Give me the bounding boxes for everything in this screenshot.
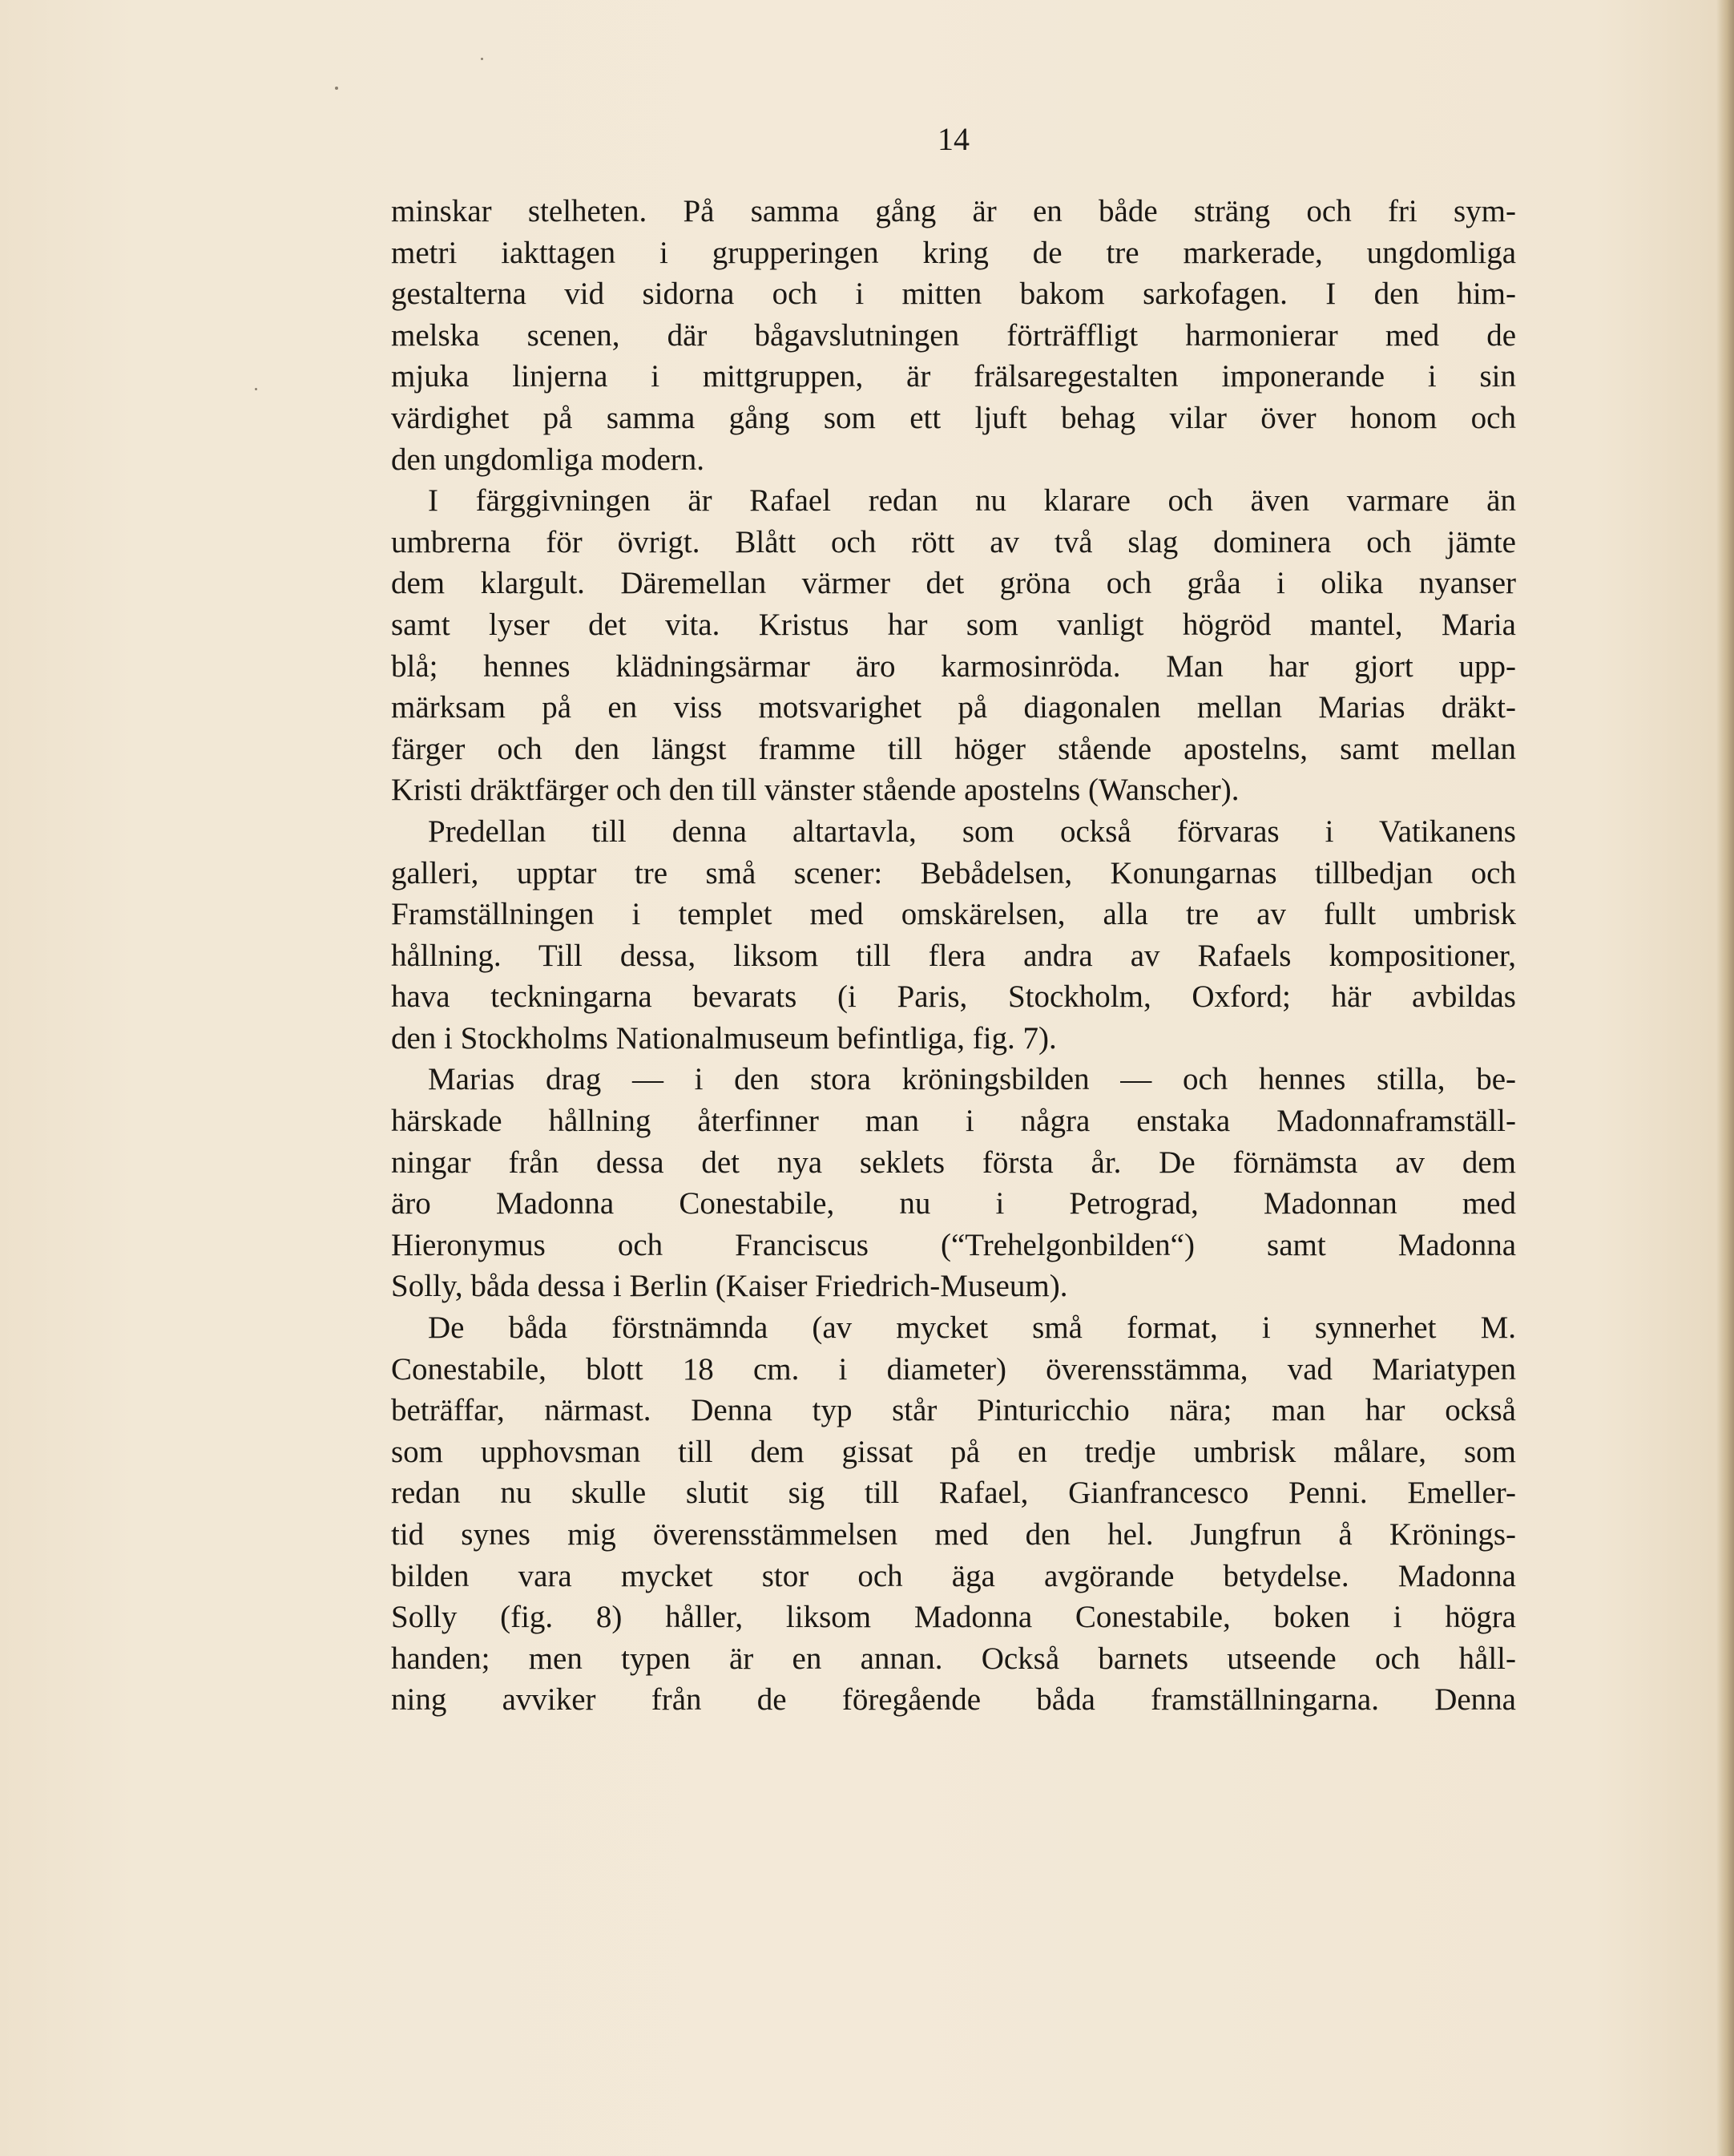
text-line: värdighet på samma gång som ett ljuft behag vilar över honom och [391, 400, 1516, 435]
text-line: Predellan till denna altartavla, som också förvaras i Vatikanens [428, 814, 1516, 849]
text-line: märksam på en viss motsvarighet på diagonalen mellan Marias dräkt- [391, 690, 1516, 725]
text-line: Solly, båda dessa i Berlin (Kaiser Friedrich-Museum). [391, 1269, 1068, 1304]
text-line: redan nu skulle slutit sig till Rafael, Gianfrancesco Penni. Emeller- [391, 1476, 1516, 1511]
text-line: hållning. Till dessa, liksom till flera andra av Rafaels kompositioner, [391, 938, 1516, 973]
text-line: den ungdomliga modern. [391, 442, 705, 477]
text-line: hava teckningarna bevarats (i Paris, Stockholm, Oxford; här avbildas [391, 979, 1516, 1015]
text-line: bilden vara mycket stor och äga avgörande betydelse. Madonna [391, 1558, 1516, 1593]
text-line: Framställningen i templet med omskärelsen, alla tre av fullt umbrisk [391, 897, 1516, 932]
paper-speck [481, 58, 483, 60]
text-line: Hieronymus och Franciscus (“Trehelgonbilden“) samt Madonna [391, 1227, 1516, 1262]
text-line: härskade hållning återfinner man i några enstaka Madonnaframställ- [391, 1104, 1516, 1139]
text-line: metri iakttagen i grupperingen kring de tre markerade, ungdomliga [391, 235, 1516, 270]
text-line: minskar stelheten. På samma gång är en både sträng och fri sym- [391, 194, 1516, 228]
text-line: Marias drag — i den stora kröningsbilden — och hennes stilla, be- [428, 1062, 1516, 1097]
text-line: Conestabile, blott 18 cm. i diameter) överensstämma, vad Mariatypen [391, 1351, 1516, 1387]
text-line: gestalterna vid sidorna och i mitten bakom sarkofagen. I den him- [391, 277, 1516, 312]
text-line: mjuka linjerna i mittgruppen, är frälsaregestalten imponerande i sin [391, 359, 1516, 394]
body-text [391, 191, 1516, 1721]
text-line: ning avviker från de föregående båda framställningarna. Denna [391, 1682, 1516, 1718]
text-line: äro Madonna Conestabile, nu i Petrograd, Madonnan med [391, 1186, 1516, 1221]
text-line: melska scenen, där bågavslutningen förträffligt harmonierar med de [391, 317, 1516, 353]
paper-speck [255, 388, 257, 390]
text-line: Kristi dräktfärger och den till vänster stående apostelns (Wanscher). [391, 773, 1240, 808]
text-line: Solly (fig. 8) håller, liksom Madonna Conestabile, boken i högra [391, 1600, 1516, 1635]
text-line: den i Stockholms Nationalmuseum befintliga, fig. 7). [391, 1020, 1057, 1056]
text-line: galleri, upptar tre små scener: Bebådelsen, Konungarnas tillbedjan och [391, 855, 1516, 890]
text-line: blå; hennes klädningsärmar äro karmosinröda. Man har gjort upp- [391, 648, 1516, 684]
text-line: ningar från dessa det nya seklets första år. De förnämsta av dem [391, 1145, 1516, 1180]
text-line: som upphovsman till dem gissat på en tredje umbrisk målare, som [391, 1434, 1516, 1469]
text-line: samt lyser det vita. Kristus har som vanligt högröd mantel, Maria [391, 607, 1516, 642]
text-line: De båda förstnämnda (av mycket små format, i synnerhet M. [428, 1310, 1516, 1346]
text-line: beträffar, närmast. Denna typ står Pinturicchio nära; man har också [391, 1393, 1516, 1428]
text-line: umbrerna för övrigt. Blått och rött av två slag dominera och jämte [391, 524, 1516, 559]
paper-speck [335, 87, 338, 90]
text-line: handen; men typen är en annan. Också barnets utseende och håll- [391, 1641, 1516, 1676]
text-line: tid synes mig överensstämmelsen med den hel. Jungfrun å Krönings- [391, 1517, 1516, 1552]
text-line: dem klargult. Däremellan värmer det gröna och gråa i olika nyanser [391, 566, 1516, 601]
page-number: 14 [938, 121, 970, 157]
text-line: färger och den längst framme till höger stående apostelns, samt mellan [391, 731, 1516, 766]
text-line: I färggivningen är Rafael redan nu klarare och även varmare än [428, 483, 1516, 519]
page-edge-shadow [1716, 0, 1734, 2156]
